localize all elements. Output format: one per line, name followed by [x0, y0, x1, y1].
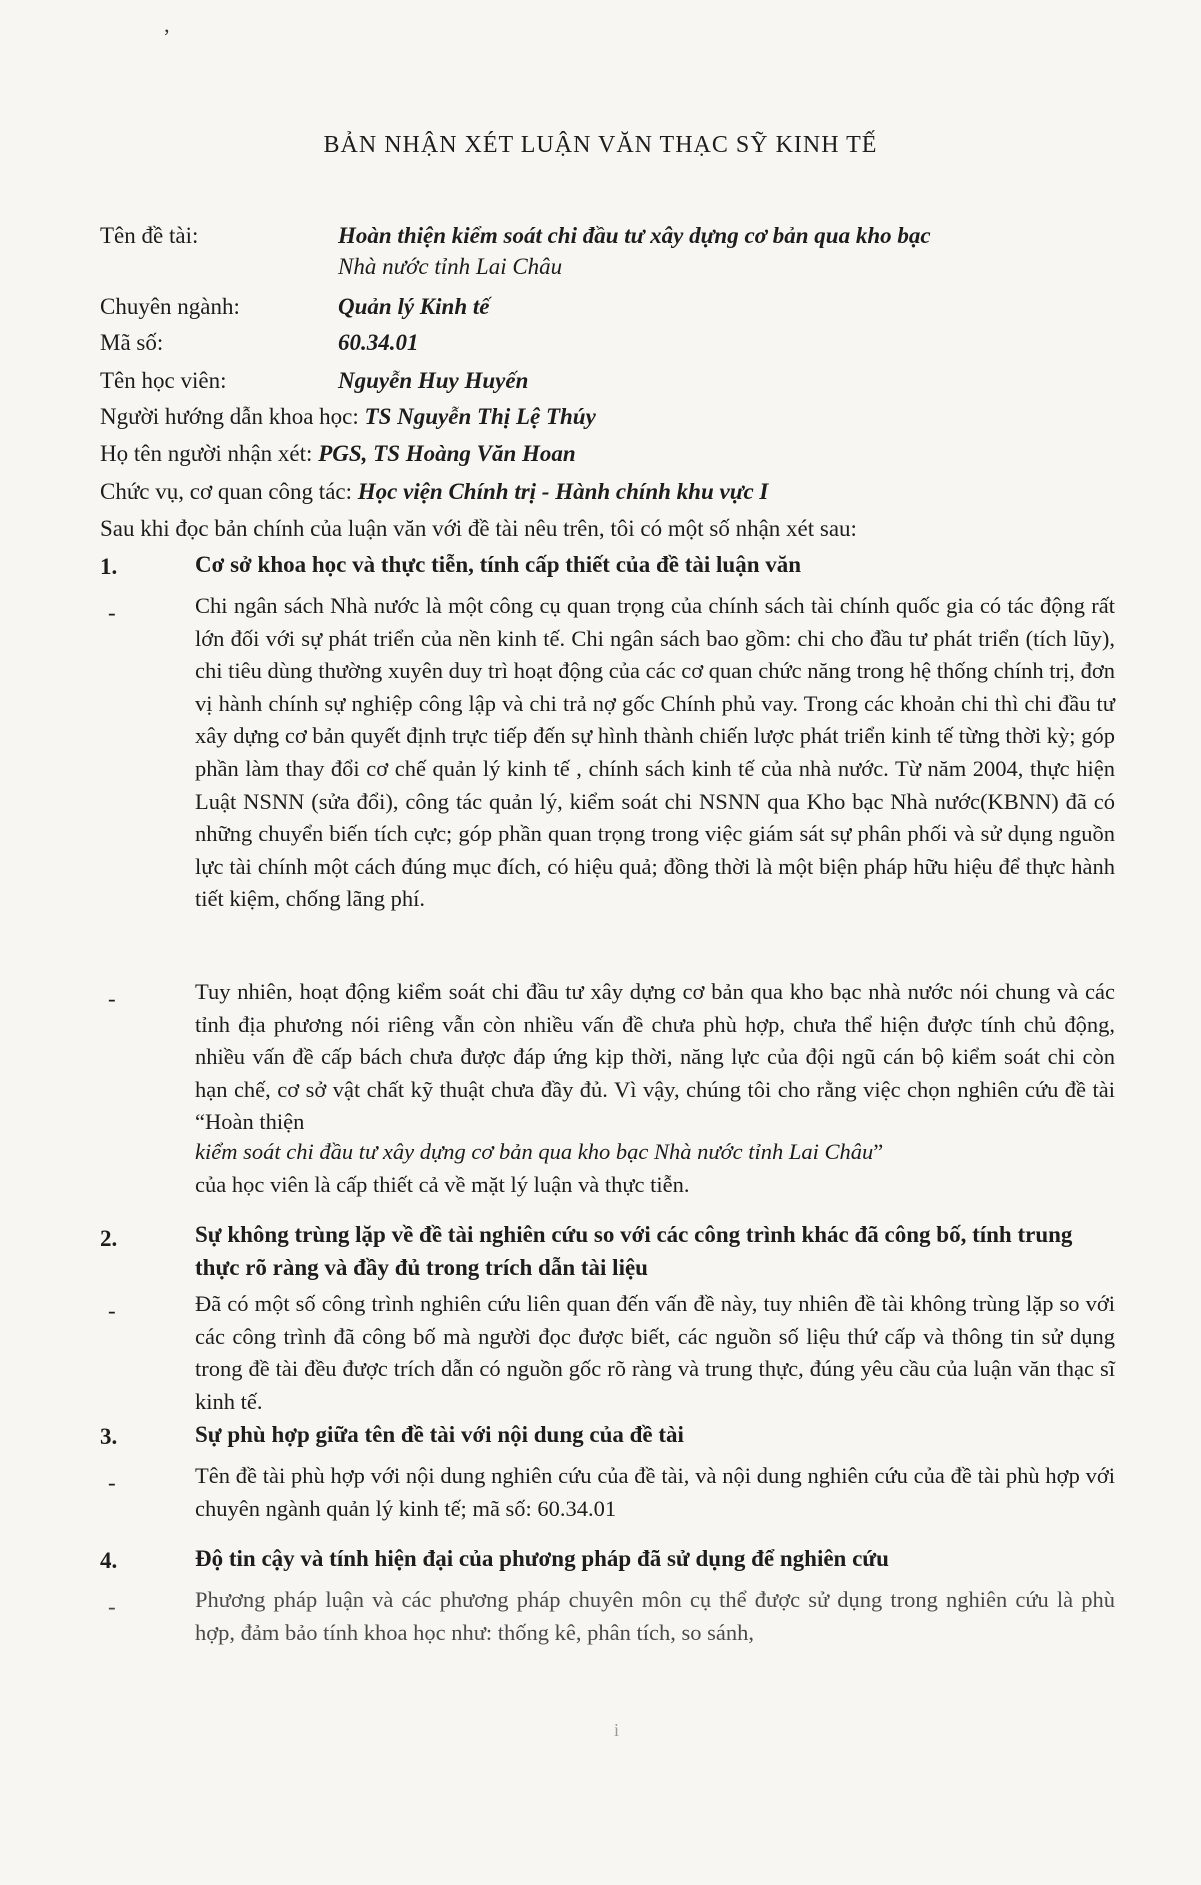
field-label: Họ tên người nhận xét: — [100, 441, 313, 466]
section-title: Sự phù hợp giữa tên đề tài với nội dung của đề tài — [195, 1422, 684, 1447]
section-paragraph: Tên đề tài phù hợp với nội dung nghiên cứu của đề tài, và nội dung nghiên cứu của đề tài phù hợp với chuyên ngành quản lý kinh tế; mã số: 60.34.01 — [195, 1463, 1115, 1521]
field-reviewer — [100, 437, 576, 471]
field-topic-cont — [338, 250, 562, 284]
quoted-topic: kiểm soát chi đầu tư xây dựng cơ bản qua kho bạc Nhà nước tỉnh Lai Châu — [195, 1139, 874, 1164]
section-title: Sự không trùng lặp về đề tài nghiên cứu so với các công trình khác đã công bố, tính trung thực rõ ràng và đầy đủ trong trích dẫn tài liệu — [195, 1222, 1073, 1280]
field-supervisor — [100, 400, 596, 434]
section-paragraph: Tuy nhiên, hoạt động kiểm soát chi đầu tư xây dựng cơ bản qua kho bạc nhà nước nói chung và các tỉnh địa phương nói riêng vẫn còn nhiều vấn đề chưa phù hợp, chưa thể hiện được tính chủ động, nhiều vấn đề cấp bách chưa được đáp ứng kịp thời, năng lực của đội ngũ cán bộ kiểm soát chi còn hạn chế, cơ sở vật chất kỹ thuật chưa đầy đủ. Vì vậy, chúng tôi cho rằng việc chọn nghiên cứu đề tài “Hoàn thiện — [195, 979, 1115, 1135]
corner-mark: ‚ — [163, 12, 171, 37]
section-paragraph: Chi ngân sách Nhà nước là một công cụ quan trọng của chính sách tài chính quốc gia có tác động rất lớn đối với sự phát triển của nền kinh tế. Chi ngân sách bao gồm: chi cho đầu tư phát triển (tích lũy), chi tiêu dùng thường xuyên duy trì hoạt động của các cơ quan chức năng trong hệ thống chính trị, đơn vị hành chính sự nghiệp công lập và chi trả nợ gốc Chính phủ vay. Trong các khoản chi thì chi đầu tư xây dựng cơ bản quyết định trực tiếp đến sự hình thành chiến lược phát triển kinh tế từng thời kỳ; góp phần làm thay đổi cơ chế quản lý kinh tế , chính sách kinh tế của nhà nước. Từ năm 2004, thực hiện Luật NSNN (sửa đổi), công tác quản lý, kiểm soát chi NSNN qua Kho bạc Nhà nước(KBNN) đã có những chuyển biến tích cực; góp phần quan trọng trong việc giám sát sự phân phối và sử dụng nguồn lực tài chính một cách đúng mục đích, có hiệu quả; đồng thời là một biện pháp hữu hiệu để thực hành tiết kiệm, chống lãng phí. — [195, 593, 1115, 912]
quote-after: của học viên là cấp thiết cả về mặt lý luận và thực tiễn. — [195, 1172, 690, 1197]
bullet-dash: - — [108, 1594, 116, 1619]
field-label: Người hướng dẫn khoa học: — [100, 404, 359, 429]
quote-close: ” — [873, 1139, 884, 1164]
field-value: PGS, TS Hoàng Văn Hoan — [318, 441, 576, 466]
bullet-dash: - — [108, 1298, 116, 1323]
field-code — [100, 326, 419, 360]
document-title: BẢN NHẬN XÉT LUẬN VĂN THẠC SỸ KINH TẾ — [323, 132, 878, 158]
field-student — [100, 364, 529, 398]
section-number: 1. — [100, 554, 118, 579]
intro-text: Sau khi đọc bản chính của luận văn với đề tài nêu trên, tôi có một số nhận xét sau: — [100, 516, 857, 541]
page-mark: i — [614, 1720, 620, 1740]
field-position — [100, 475, 768, 509]
field-label: Tên đề tài: — [100, 223, 199, 248]
section-title: Độ tin cậy và tính hiện đại của phương pháp đã sử dụng để nghiên cứu — [195, 1546, 889, 1571]
section-number: 3. — [100, 1424, 118, 1449]
bullet-dash: - — [108, 1470, 116, 1495]
field-value: Nguyễn Huy Huyến — [338, 368, 529, 393]
field-value: Học viện Chính trị - Hành chính khu vực I — [357, 479, 769, 504]
section-paragraph: Phương pháp luận và các phương pháp chuyên môn cụ thể được sử dụng trong nghiên cứu là phù hợp, đảm bảo tính khoa học như: thống kê, phân tích, so sánh, — [195, 1587, 1115, 1645]
field-value: TS Nguyễn Thị Lệ Thúy — [364, 404, 596, 429]
field-value: Quản lý Kinh tế — [338, 294, 490, 319]
bullet-dash: - — [108, 986, 116, 1011]
field-label: Chuyên ngành: — [100, 294, 240, 319]
field-value: 60.34.01 — [338, 330, 419, 355]
section-title: Cơ sở khoa học và thực tiễn, tính cấp thiết của đề tài luận văn — [195, 552, 802, 577]
field-major — [100, 290, 490, 324]
section-number: 2. — [100, 1226, 118, 1251]
field-label: Tên học viên: — [100, 368, 227, 393]
field-value-line2: Nhà nước tỉnh Lai Châu — [338, 254, 563, 279]
section-paragraph: Đã có một số công trình nghiên cứu liên quan đến vấn đề này, tuy nhiên đề tài không trùng lặp so với các công trình đã công bố mà người đọc được biết, các nguồn số liệu thứ cấp và thông tin sử dụng trong đề tài đều được trích dẫn có nguồn gốc rõ ràng và trung thực, đúng yêu cầu của luận văn thạc sĩ kinh tế. — [195, 1291, 1115, 1414]
field-label: Chức vụ, cơ quan công tác: — [100, 479, 353, 504]
quote-line — [195, 1136, 1115, 1169]
field-topic — [100, 219, 931, 253]
bullet-dash: - — [108, 600, 116, 625]
field-value: Hoàn thiện kiểm soát chi đầu tư xây dựng cơ bản qua kho bạc — [338, 223, 931, 248]
field-label: Mã số: — [100, 330, 164, 355]
section-number: 4. — [100, 1548, 118, 1573]
